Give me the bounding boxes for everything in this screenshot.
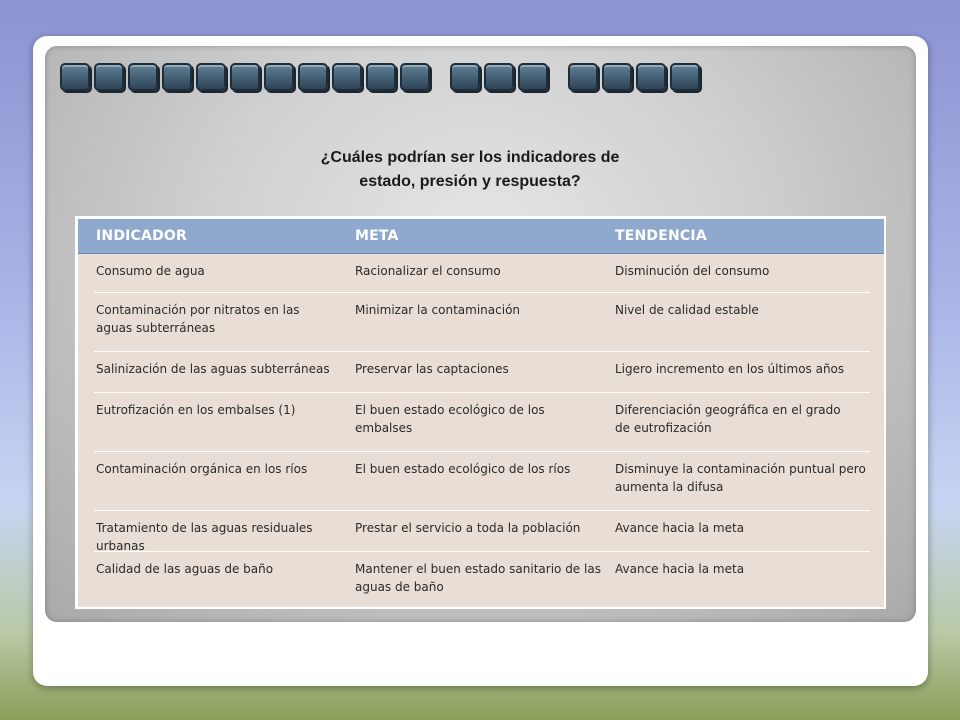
table-body [78,254,884,609]
cell-line: aguas subterráneas [96,321,216,335]
cell-line: Avance hacia la meta [615,562,745,576]
cell-tendencia [615,401,875,437]
cell-line: Preservar las captaciones [355,362,509,376]
table-row [94,511,870,552]
cell-line: Avance hacia la meta [615,521,745,535]
cell-indicador [96,460,346,478]
cell-line: aguas de baño [355,580,444,594]
question-line-2: estado, presión y respuesta? [359,173,581,190]
cell-line: Minimizar la contaminación [355,303,521,317]
cell-line: aumenta la difusa [615,480,724,494]
cell-indicador [96,401,346,419]
cell-tendencia [615,262,875,280]
cell-tendencia [615,519,875,537]
cell-line: Mantener el buen estado sanitario de las [355,562,601,576]
title-word-3 [568,63,700,91]
cell-line: El buen estado ecológico de los ríos [355,462,571,476]
header-tendencia: TENDENCIA [615,228,707,244]
cell-line: Racionalizar el consumo [355,264,501,278]
slide-title-decorative [60,60,714,94]
cell-line: Prestar el servicio a toda la población [355,521,581,535]
cell-line: Eutrofización en los embalses (1) [96,403,296,417]
cell-tendencia [615,560,875,578]
cell-tendencia [615,301,875,319]
cell-line: El buen estado ecológico de los embalses [355,403,545,435]
table-header [78,219,884,254]
question-text [250,146,690,194]
table-row [94,293,870,352]
question-line-1: ¿Cuáles podrían ser los indicadores de [320,149,620,166]
cell-line: Ligero incremento en los últimos años [615,362,845,376]
cell-indicador [96,262,346,280]
cell-indicador [96,301,346,337]
cell-line: Salinización de las aguas subterráneas [96,362,330,376]
cell-indicador [96,560,346,578]
cell-line: Tratamiento de las aguas residuales urbanas [96,521,313,553]
cell-meta [355,262,605,280]
header-meta: META [355,228,399,244]
cell-line: Calidad de las aguas de baño [96,562,274,576]
cell-meta [355,519,605,537]
indicators-table [75,216,886,609]
cell-line: de eutrofización [615,421,712,435]
cell-line: Diferenciación geográfica en el grado [615,403,841,417]
cell-line: Disminución del consumo [615,264,770,278]
cell-line: Consumo de agua [96,264,205,278]
table-row [94,254,870,293]
table-row [94,452,870,511]
cell-tendencia [615,460,875,496]
table-row [94,352,870,393]
title-word-2 [450,63,548,91]
cell-indicador [96,519,346,555]
cell-line: Contaminación por nitratos en las [96,303,300,317]
table-row [94,393,870,452]
cell-tendencia [615,360,875,378]
cell-line: Nivel de calidad estable [615,303,759,317]
table-row [94,552,870,609]
cell-meta [355,560,605,596]
cell-meta [355,360,605,378]
cell-line: Disminuye la contaminación puntual pero [615,462,866,476]
cell-meta [355,401,605,437]
cell-meta [355,301,605,319]
cell-meta [355,460,605,478]
cell-line: Contaminación orgánica en los ríos [96,462,308,476]
header-indicador: INDICADOR [96,228,187,244]
title-word-1 [60,63,430,91]
cell-indicador [96,360,346,378]
